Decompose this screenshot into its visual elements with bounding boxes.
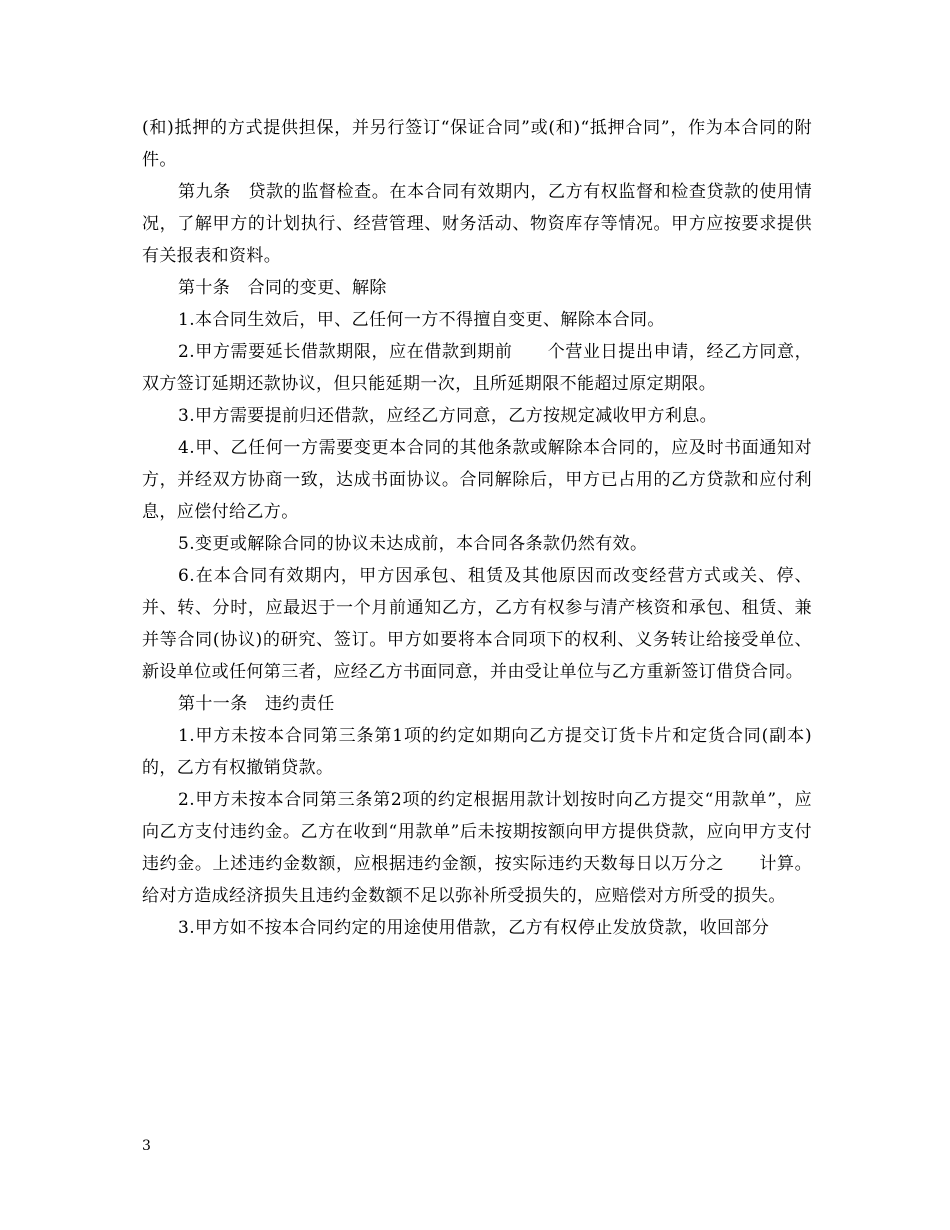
paragraph-article-9: 第九条 贷款的监督检查。在本合同有效期内，乙方有权监督和检查贷款的使用情况，了解甲方的计划执行、经营管理、财务活动、物资库存等情况。甲方应按要求提供有关报表和资料。: [142, 182, 812, 266]
page-number: 3: [142, 1138, 151, 1154]
heading-article-10: 第十条 合同的变更、解除: [178, 278, 387, 298]
paragraph-10-2: 2.甲方需要延长借款期限，应在借款到期前 个营业日提出申请，经乙方同意，双方签订延期还款协议，但只能延期一次，且所延期限不能超过原定期限。: [142, 342, 812, 394]
paragraph-0: (和)抵押的方式提供担保，并另行签订“保证合同”或(和)“抵押合同”，作为本合同的附件。: [142, 118, 812, 170]
contract-body: [142, 112, 812, 944]
paragraph-10-4: 4.甲、乙任何一方需要变更本合同的其他条款或解除本合同的，应及时书面通知对方，并经双方协商一致，达成书面协议。合同解除后，甲方已占用的乙方贷款和应付利息，应偿付给乙方。: [142, 438, 812, 522]
paragraph-10-6: 6.在本合同有效期内，甲方因承包、租赁及其他原因而改变经营方式或关、停、并、转、分时，应最迟于一个月前通知乙方，乙方有权参与清产核资和承包、租赁、兼并等合同(协议)的研究、签订。甲方如要将本合同项下的权利、义务转让给接受单位、新设单位或任何第三者，应经乙方书面同意，并由受让单位与乙方重新签订借贷合同。: [142, 566, 812, 682]
paragraph-11-2: 2.甲方未按本合同第三条第2项的约定根据用款计划按时向乙方提交“用款单”，应向乙方支付违约金。乙方在收到“用款单”后未按期按额向甲方提供贷款，应向甲方支付违约金。上述违约金数额，应根据违约金额，按实际违约天数每日以万分之 计算。给对方造成经济损失且违约金数额不足以弥补所受损失的，应赔偿对方所受的损失。: [142, 790, 812, 906]
paragraph-10-5: 5.变更或解除合同的协议未达成前，本合同各条款仍然有效。: [178, 534, 648, 554]
paragraph-10-1: 1.本合同生效后，甲、乙任何一方不得擅自变更、解除本合同。: [178, 310, 665, 330]
paragraph-11-3: 3.甲方如不按本合同约定的用途使用借款，乙方有权停止发放贷款，收回部分: [178, 918, 770, 938]
heading-article-11: 第十一条 违约责任: [178, 694, 335, 714]
paragraph-10-3: 3.甲方需要提前归还借款，应经乙方同意，乙方按规定减收甲方利息。: [178, 406, 718, 426]
paragraph-11-1: 1.甲方未按本合同第三条第1项的约定如期向乙方提交订货卡片和定货合同(副本)的，乙方有权撤销贷款。: [142, 726, 812, 778]
